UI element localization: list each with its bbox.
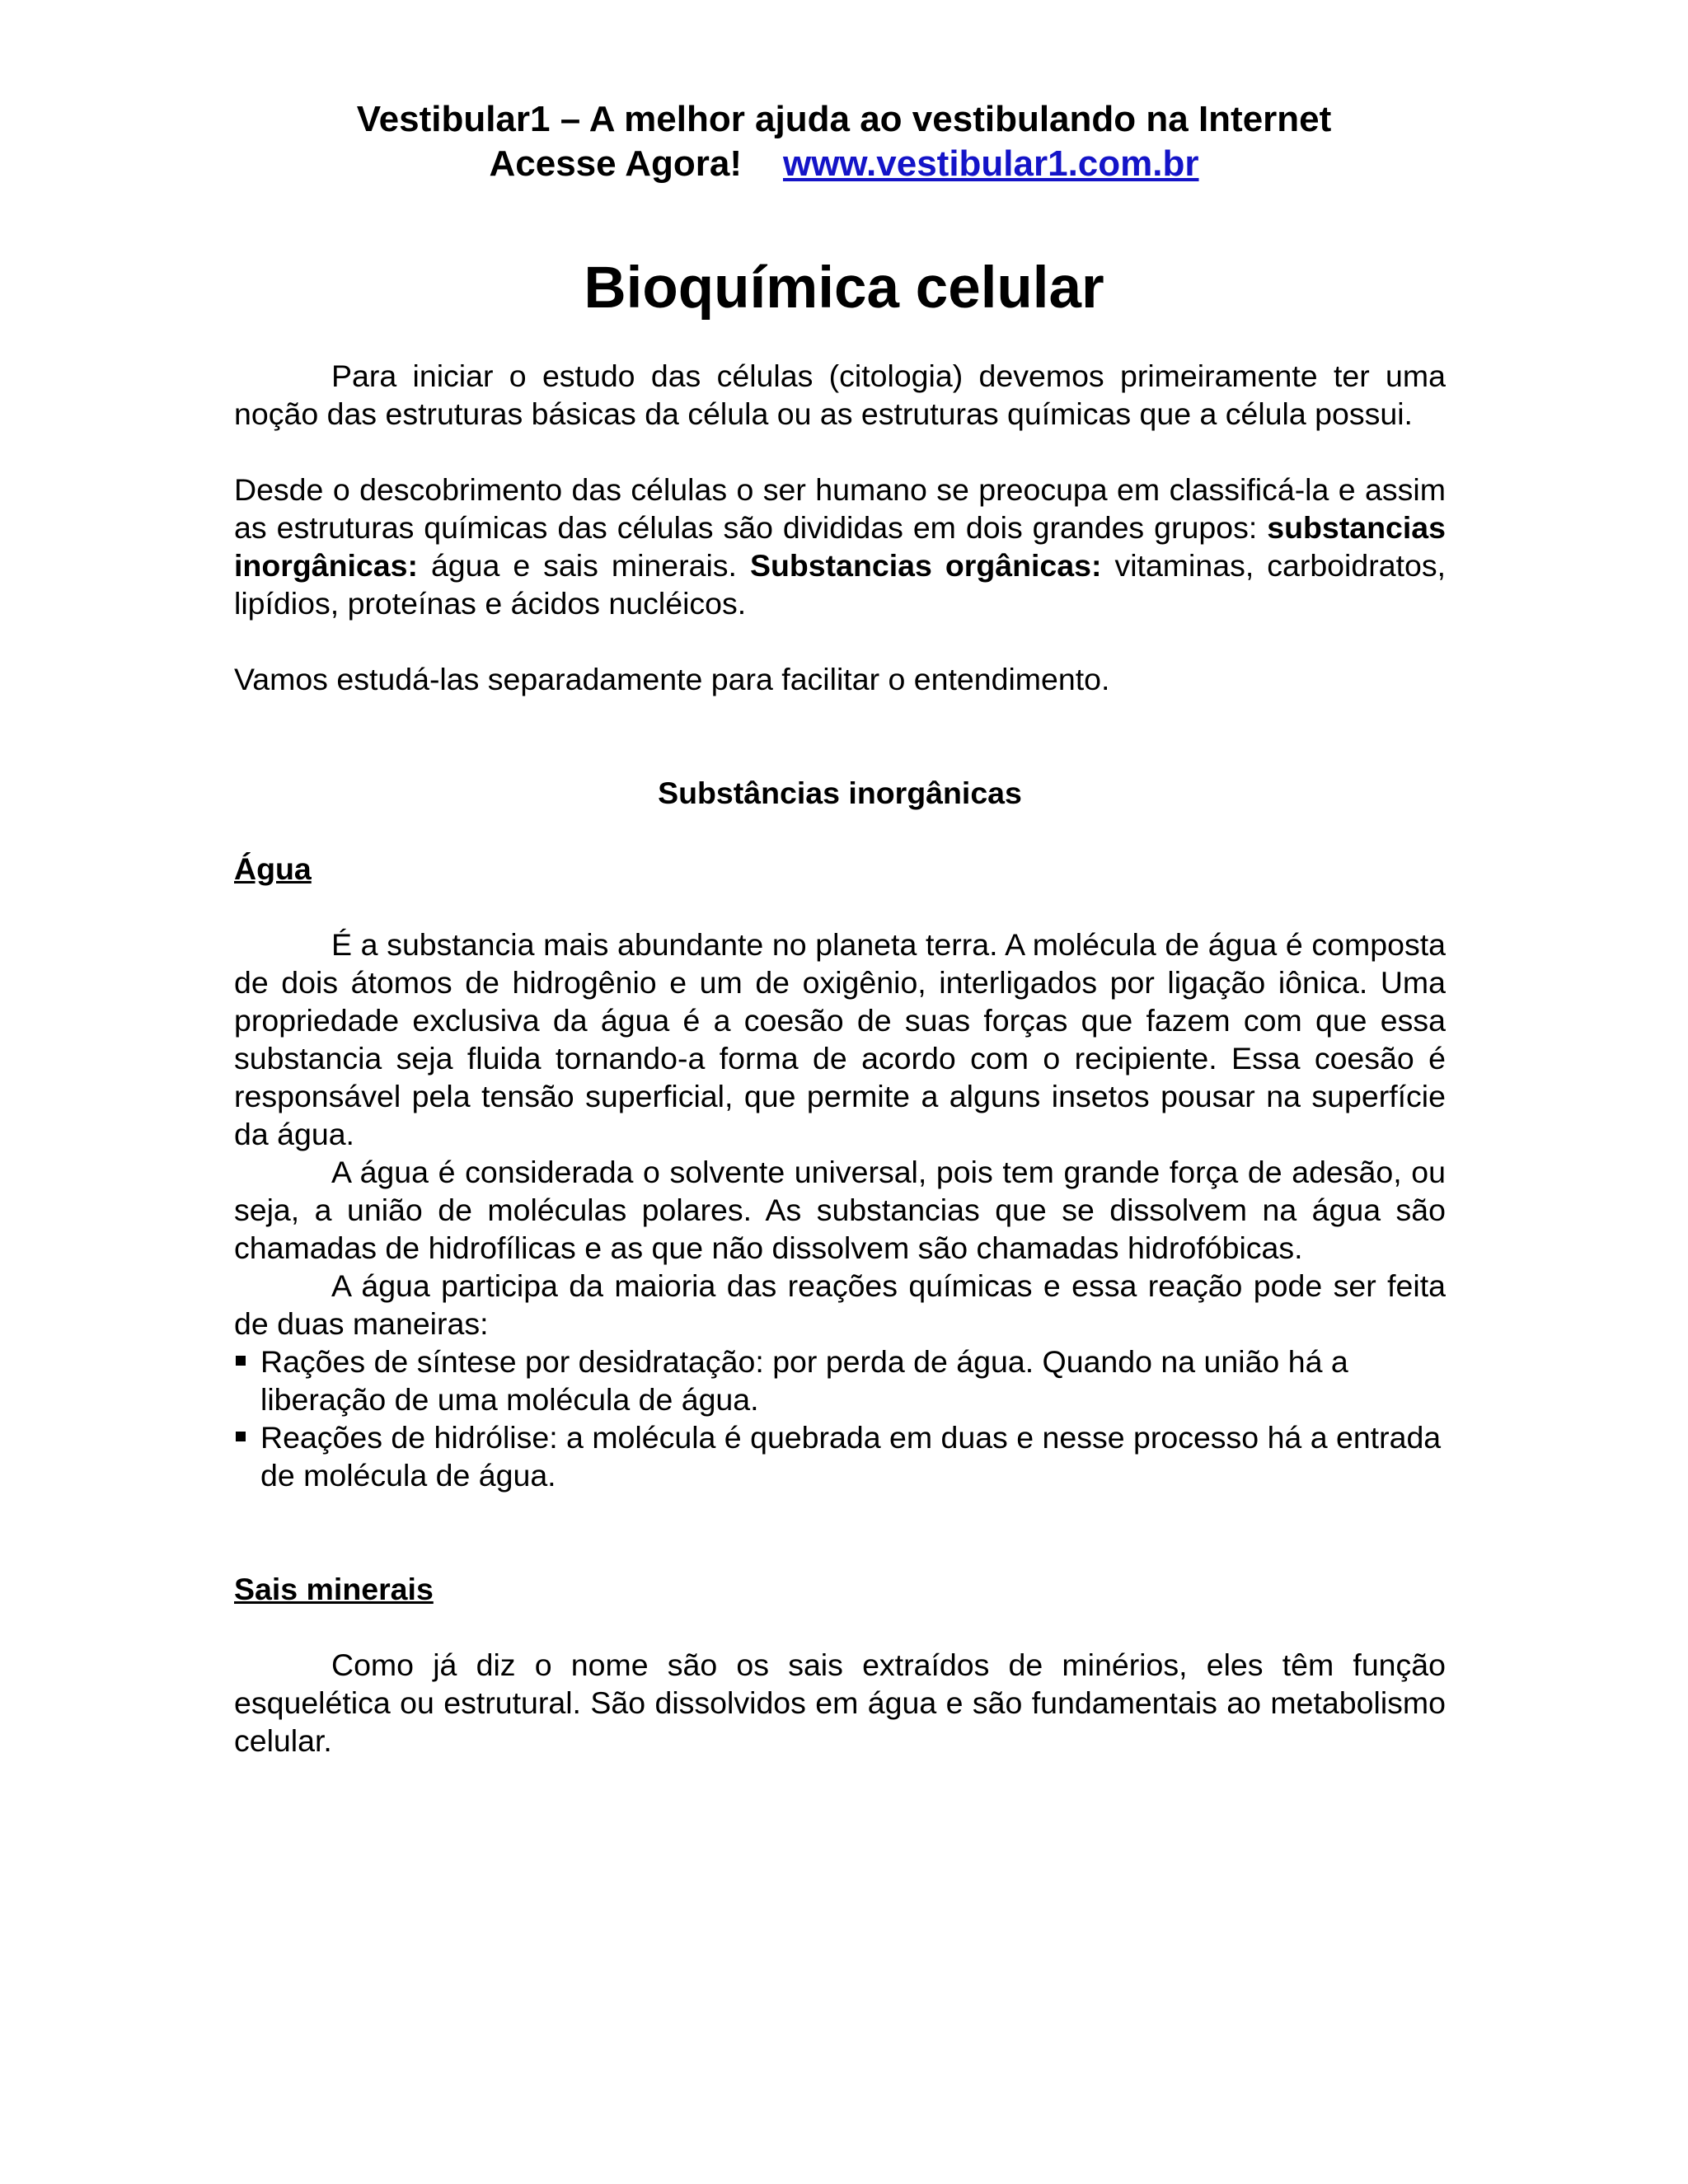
bullet-square-icon xyxy=(236,1356,246,1366)
groups-paragraph: Desde o descobrimento das células o ser humano se preocupa em classificá-la e assim as estruturas químicas das células são divididas em dois grandes grupos: substancias inorgânicas: água e sais minerais. Substancias orgânicas: vitaminas, carboidratos, lipídios, proteínas e ácidos nucléicos. xyxy=(234,472,1447,621)
list-item: Rações de síntese por desidratação: por perda de água. Quando na união há a liberação de uma molécula de água. xyxy=(234,1343,1446,1418)
study-paragraph: Vamos estudá-las separadamente para facilitar o entendimento. xyxy=(234,662,1110,696)
reaction-list xyxy=(234,1343,1446,1494)
inorganic-label: substancias inorgânicas: xyxy=(234,510,1446,583)
sais-heading: Sais minerais xyxy=(234,1572,434,1606)
site-header xyxy=(0,97,1688,186)
agua-paragraph-1: É a substancia mais abundante no planeta terra. A molécula de água é composta de dois átomos de hidrogênio e um de oxigênio, interligados por ligação iônica. Uma propriedade exclusiva da água é a coesão de suas forças que fazem com que essa substancia seja fluida tornando-a forma de acordo com o recipiente. Essa coesão é responsável pela tensão superficial, que permite a alguns insetos pousar na superfície da água. xyxy=(234,927,1446,1151)
header-cta-line xyxy=(0,142,1688,186)
sais-paragraph: Como já diz o nome são os sais extraídos de minérios, eles têm função esquelética ou estrutural. São dissolvidos em água e são fundamentais ao metabolismo celular. xyxy=(234,1647,1446,1758)
header-cta: Acesse Agora! xyxy=(489,143,742,184)
bullet-square-icon xyxy=(236,1432,246,1441)
organic-label: Substancias orgânicas: xyxy=(749,548,1102,583)
site-link[interactable]: www.vestibular1.com.br xyxy=(782,143,1199,184)
agua-heading: Água xyxy=(234,851,312,886)
document-body xyxy=(234,357,1446,1760)
intro-paragraph: Para iniciar o estudo das células (citologia) devemos primeiramente ter uma noção das estruturas básicas da célula ou as estruturas químicas que a célula possui. xyxy=(234,359,1446,431)
page-title: Bioquímica celular xyxy=(584,255,1104,321)
header-tagline: Vestibular1 – A melhor ajuda ao vestibulando na Internet xyxy=(356,99,1332,139)
agua-paragraph-2: A água é considerada o solvente universal, pois tem grande força de adesão, ou seja, a união de moléculas polares. As substancias que se dissolvem na água são chamadas de hidrofílicas e as que não dissolvem são chamadas hidrofóbicas. xyxy=(234,1155,1446,1265)
section-title: Substâncias inorgânicas xyxy=(658,776,1022,810)
list-item: Reações de hidrólise: a molécula é quebrada em duas e nesse processo há a entrada de molécula de água. xyxy=(234,1418,1446,1494)
agua-paragraph-3: A água participa da maioria das reações químicas e essa reação pode ser feita de duas maneiras: xyxy=(234,1268,1446,1341)
